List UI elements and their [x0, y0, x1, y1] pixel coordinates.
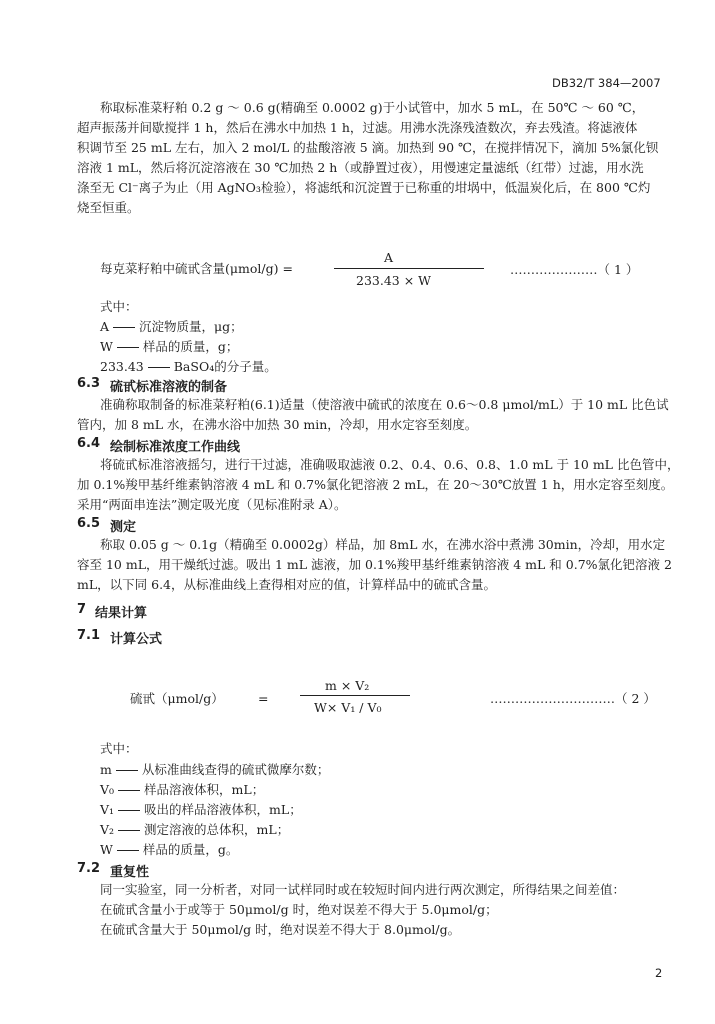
paragraph-line: 准确称取制备的标准菜籽粕(6.1)适量（使溶液中硫甙的浓度在 0.6～0.8 μmol/mL）于 10 mL 比色试 [100, 397, 669, 412]
paragraph-line: 超声振荡并间歇搅拌 1 h，然后在沸水中加热 1 h，过滤。用沸水洗涤残渣数次，弃去残渣。将滤液体 [77, 120, 638, 135]
section-number: 7.1 [77, 628, 101, 643]
legend-item [100, 338, 238, 355]
legend-symbol: V₀ [100, 782, 115, 797]
section-number: 6.3 [77, 376, 101, 391]
legend-item [100, 781, 264, 798]
paragraph-line: 称取标准菜籽粕 0.2 g ～ 0.6 g(精确至 0.0002 g)于小试管中，加水 5 mL，在 50℃ ～ 60 ℃， [100, 100, 645, 115]
legend-description: 测定溶液的总体积，mL； [144, 822, 290, 837]
section-title: 计算公式 [110, 632, 163, 647]
legend-description: 从标准曲线查得的硫甙微摩尔数； [141, 762, 330, 777]
legend-symbol: 233.43 [100, 359, 144, 374]
legend-description: 样品溶液体积，mL； [144, 782, 265, 797]
legend-description: 样品的质量，g； [142, 339, 239, 354]
formula-2-equals: = [258, 691, 269, 706]
dash-separator [117, 347, 139, 348]
formula-2-fraction-bar [300, 695, 410, 696]
legend-symbol: W [100, 339, 113, 354]
legend-item [100, 801, 302, 818]
dash-separator [113, 327, 135, 328]
dash-separator [116, 770, 138, 771]
paragraph-line: 同一实验室，同一分析者，对同一试样同时或在较短时间内进行两次测定，所得结果之间差值： [100, 882, 626, 897]
section-title: 结果计算 [95, 606, 148, 621]
section-number: 7.2 [77, 861, 101, 876]
paragraph-line: 在硫甙含量大于 50μmol/g 时，绝对误差不得大于 8.0μmol/g。 [100, 922, 461, 937]
paragraph-line: 烧至恒重。 [77, 200, 140, 215]
legend-item [100, 318, 243, 335]
paragraph-line: 管内，加 8 mL 水，在沸水浴中加热 30 min，冷却，用水定容至刻度。 [77, 417, 478, 432]
formula-1-denominator: 233.43 × W [356, 273, 432, 288]
paragraph-line: 称取 0.05 g ～ 0.1g（精确至 0.0002g）样品，加 8mL 水，在沸水浴中煮沸 30min，冷却，用水定 [100, 537, 666, 552]
legend-item [100, 821, 289, 838]
legend-symbol: W [100, 842, 113, 857]
legend-symbol: V₂ [100, 822, 115, 837]
paragraph-line: 涤至无 Cl⁻离子为止（用 AgNO₃检验），将滤纸和沉淀置于已称重的坩埚中，低温炭化后，在 800 ℃灼 [77, 180, 651, 195]
formula-1-label: …………………（ 1 ） [510, 262, 639, 277]
legend-symbol: A [100, 319, 110, 334]
dash-separator [117, 850, 139, 851]
dash-separator [148, 367, 170, 368]
section-number: 6.4 [77, 436, 101, 451]
formula-2-lhs: 硫甙（μmol/g） [130, 691, 224, 706]
document-id: DB32/T 384—2007 [552, 76, 661, 90]
section-number: 7 [77, 602, 87, 617]
formula-1-fraction-bar [334, 268, 484, 269]
legend-item [100, 358, 277, 375]
formula-2-denominator: W× V₁ / V₀ [314, 700, 382, 715]
legend-description: BaSO₄的分子量。 [173, 359, 277, 374]
paragraph-line: mL，以下同 6.4，从标准曲线上查得相对应的值，计算样品中的硫甙含量。 [77, 577, 497, 592]
paragraph-line: 积调节至 25 mL 左右，加入 2 mol/L 的盐酸溶液 5 滴。加热到 90 ℃，在搅拌情况下，滴加 5%氯化钡 [77, 140, 659, 155]
dash-separator [118, 810, 140, 811]
dash-separator [118, 790, 140, 791]
formula-2-numerator: m × V₂ [325, 678, 370, 693]
dash-separator [118, 830, 140, 831]
paragraph-line: 溶液 1 mL，然后将沉淀溶液在 30 ℃加热 2 h（或静置过夜），用慢速定量滤纸（红带）过滤，用水洗 [77, 160, 644, 175]
section-title: 重复性 [110, 865, 150, 880]
legend-item [100, 841, 238, 858]
formula-1-lhs: 每克菜籽粕中硫甙含量(μmol/g) = [100, 261, 293, 276]
paragraph-line: 加 0.1%羧甲基纤维素钠溶液 4 mL 和 0.7%氯化钯溶液 2 mL，在 20～30℃放置 1 h，用水定容至刻度。 [77, 477, 674, 492]
page-number: 2 [655, 966, 663, 980]
section-title: 硫甙标准溶液的制备 [110, 380, 228, 395]
section-number: 6.5 [77, 516, 101, 531]
legend-title: 式中： [100, 299, 138, 314]
legend-title: 式中： [100, 741, 138, 756]
legend-description: 沉淀物质量，μg； [139, 319, 243, 334]
legend-description: 样品的质量，g。 [142, 842, 239, 857]
formula-2-label: …………………………（ 2 ） [490, 691, 656, 706]
formula-1-numerator: A [384, 250, 394, 265]
legend-description: 吸出的样品溶液体积，mL； [144, 802, 302, 817]
legend-symbol: V₁ [100, 802, 115, 817]
legend-symbol: m [100, 762, 112, 777]
section-title: 测定 [110, 520, 137, 535]
paragraph-line: 将硫甙标准溶液摇匀，进行干过滤，准确吸取滤液 0.2、0.4、0.6、0.8、1.0 mL 于 10 mL 比色管中， [100, 457, 680, 472]
paragraph-line: 在硫甙含量小于或等于 50μmol/g 时，绝对误差不得大于 5.0μmol/g； [100, 902, 498, 917]
paragraph-line: 采用“两面串连法”测定吸光度（见标准附录 A）。 [77, 497, 347, 512]
section-title: 绘制标准浓度工作曲线 [110, 440, 241, 455]
paragraph-line: 容至 10 mL，用干燥纸过滤。吸出 1 mL 滤液，加 0.1%羧甲基纤维素钠溶液 4 mL 和 0.7%氯化钯溶液 2 [77, 557, 672, 572]
legend-item [100, 761, 329, 778]
